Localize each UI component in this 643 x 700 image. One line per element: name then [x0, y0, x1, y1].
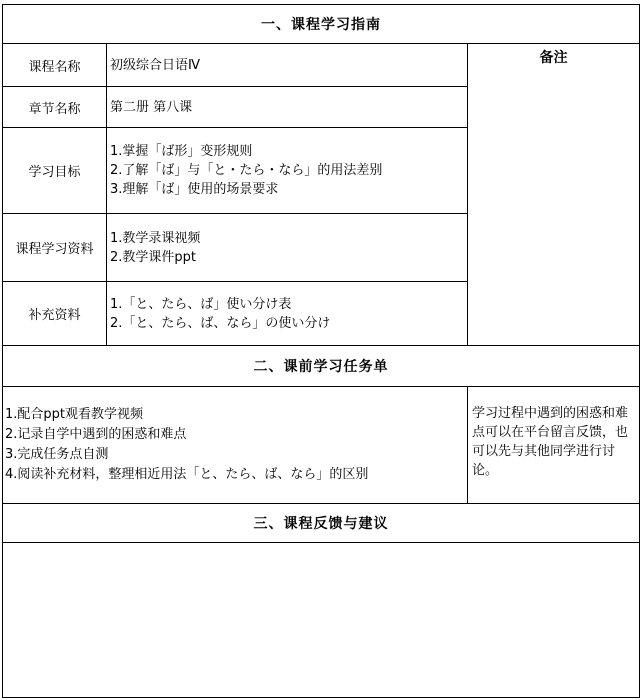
label-supplementary-materials: 补充资料 [2, 281, 107, 346]
goal-item: 1.掌握「ば形」变形规则 [110, 144, 253, 159]
task-note: 学习过程中遇到的困惑和难点可以在平台留言反馈，也可以先与其他同学进行讨论。 [467, 386, 640, 504]
chapter-name-text: 第二册 第八课 [110, 99, 193, 115]
task-item: 2.记录自学中遇到的困惑和难点 [5, 427, 187, 442]
material-item: 1.教学录课视频 [110, 230, 201, 246]
value-learning-goals [106, 127, 468, 214]
notes-header: 备注 [539, 50, 568, 66]
value-supplementary-materials [106, 281, 468, 346]
label-study-materials: 课程学习资料 [2, 213, 107, 282]
goal-item: 2.了解「ば」与「と・たら・なら」的用法差别 [110, 163, 383, 178]
section1-title: 一、课程学习指南 [261, 17, 381, 33]
course-name-text: 初级综合日语Ⅳ [110, 57, 200, 73]
section2-header [2, 345, 640, 387]
notes-column [467, 43, 640, 346]
task-item: 1.配合ppt观看教学视频 [5, 407, 144, 422]
task-item: 3.完成任务点自测 [5, 447, 109, 462]
section3-title: 三、课程反馈与建议 [253, 516, 389, 532]
section3-header [2, 503, 640, 543]
goal-item: 3.理解「ば」使用的场景要求 [110, 182, 279, 197]
feedback-area[interactable] [2, 542, 640, 698]
value-course-name [106, 43, 468, 87]
label-learning-goals: 学习目标 [2, 127, 107, 214]
label-course-name: 课程名称 [2, 43, 107, 87]
label-chapter-name: 章节名称 [2, 86, 107, 128]
section2-title: 二、课前学习任务单 [253, 359, 389, 375]
value-study-materials [106, 213, 468, 282]
pre-class-task-list [2, 386, 468, 504]
task-item: 4.阅读补充材料，整理相近用法「と、たら、ば、なら」的区别 [5, 467, 369, 482]
supplement-item: 1.「と、たら、ば」使い分け表 [110, 296, 292, 312]
material-item: 2.教学课件ppt [110, 249, 197, 265]
supplement-item: 2.「と、たら、ば、なら」の使い分け [110, 315, 331, 331]
section1-header [2, 4, 640, 44]
value-chapter-name [106, 86, 468, 128]
